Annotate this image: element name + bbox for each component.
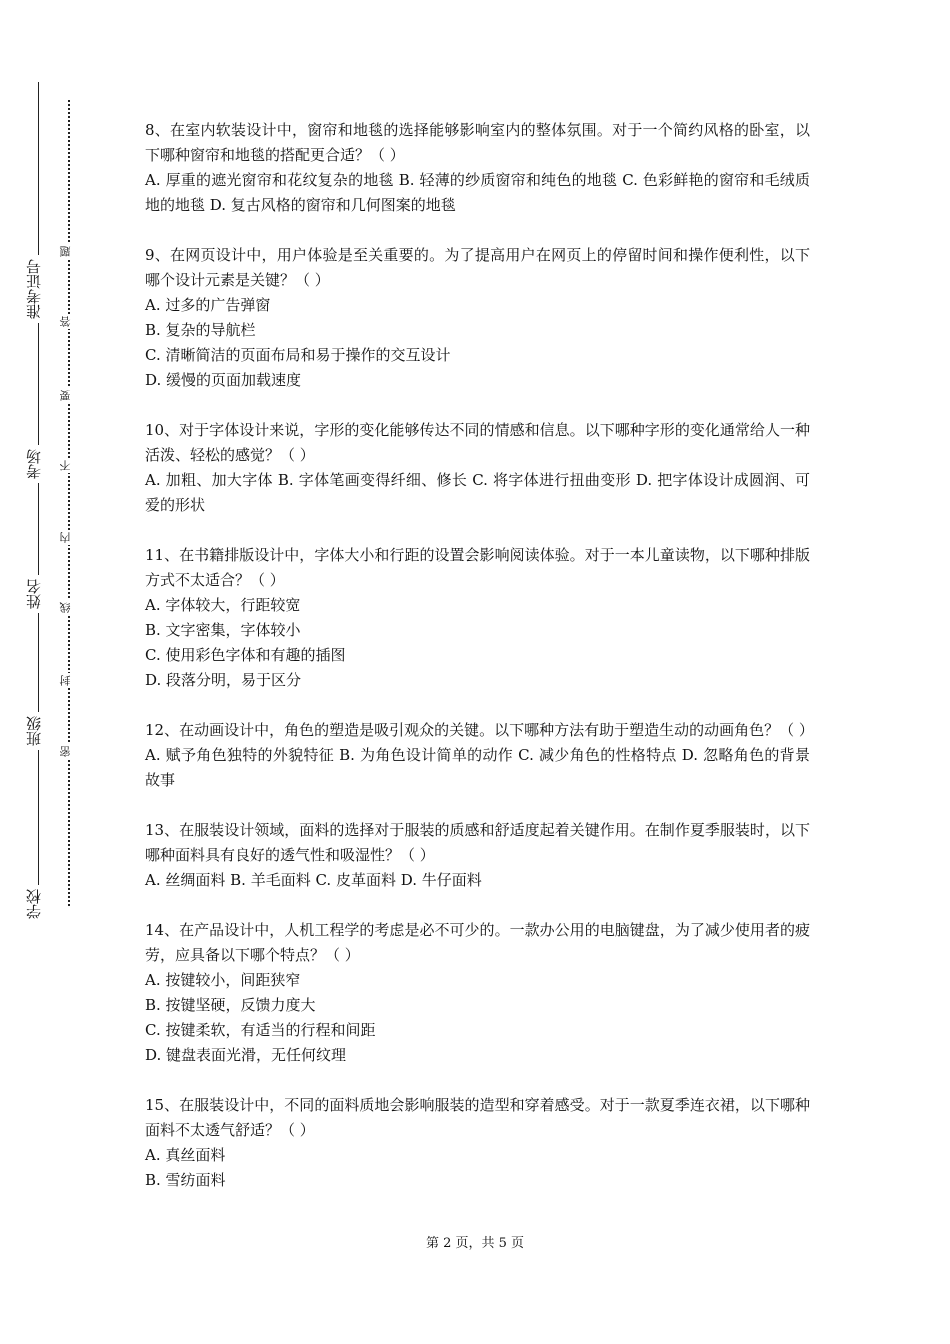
question-stem: 15、在服装设计中，不同的面料质地会影响服装的造型和穿着感受。对于一款夏季连衣裙，以下哪种面料不太透气舒适？（ ） bbox=[145, 1096, 810, 1139]
name-label: 姓名 bbox=[26, 575, 46, 613]
option-a: A. 真丝面料 bbox=[145, 1146, 226, 1164]
option-b: B. 按键坚硬，反馈力度大 bbox=[145, 996, 316, 1014]
question-stem: 9、在网页设计中，用户体验是至关重要的。为了提高用户在网页上的停留时间和操作便利性，以下哪个设计元素是关键？（ ） bbox=[145, 246, 810, 289]
question-9 bbox=[145, 243, 810, 393]
question-options: A. 丝绸面料 B. 羊毛面料 C. 皮革面料 D. 牛仔面料 bbox=[145, 871, 482, 889]
question-stem: 13、在服装设计领域，面料的选择对于服装的质感和舒适度起着关键作用。在制作夏季服装时，以下哪种面料具有良好的透气性和吸湿性？（ ） bbox=[145, 821, 810, 864]
seal-char: 内 bbox=[60, 530, 76, 545]
question-8 bbox=[145, 118, 810, 218]
seal-char: 封 bbox=[60, 673, 76, 688]
option-b: B. 文字密集，字体较小 bbox=[145, 621, 301, 639]
binding-line bbox=[38, 82, 39, 920]
question-13 bbox=[145, 818, 810, 893]
exam-room-label: 考场 bbox=[26, 445, 46, 483]
question-12 bbox=[145, 718, 814, 793]
option-b: B. 雪纺面料 bbox=[145, 1171, 226, 1189]
question-stem: 11、在书籍排版设计中，字体大小和行距的设置会影响阅读体验。对于一本儿童读物，以下哪种排版方式不太适合？（ ） bbox=[145, 546, 810, 589]
school-label: 学校 bbox=[26, 885, 46, 923]
seal-char: 不 bbox=[60, 458, 76, 473]
exam-number-label: 准考证号 bbox=[26, 255, 46, 323]
class-label: 班级 bbox=[26, 712, 46, 750]
option-c: C. 使用彩色字体和有趣的插图 bbox=[145, 646, 346, 664]
question-stem: 12、在动画设计中，角色的塑造是吸引观众的关键。以下哪种方法有助于塑造生动的动画角色？（ ） bbox=[145, 721, 814, 739]
question-14 bbox=[145, 918, 810, 1068]
seal-char: 要 bbox=[60, 388, 76, 403]
question-stem: 14、在产品设计中，人机工程学的考虑是必不可少的。一款办公用的电脑键盘，为了减少使用者的疲劳，应具备以下哪个特点？（ ） bbox=[145, 921, 810, 964]
option-c: C. 按键柔软，有适当的行程和间距 bbox=[145, 1021, 376, 1039]
option-c: C. 清晰简洁的页面布局和易于操作的交互设计 bbox=[145, 346, 451, 364]
option-d: D. 段落分明，易于区分 bbox=[145, 671, 302, 689]
question-options: A. 赋予角色独特的外貌特征 B. 为角色设计简单的动作 C. 减少角色的性格特点 D. 忽略角色的背景故事 bbox=[145, 746, 810, 789]
question-list bbox=[145, 118, 814, 1218]
page-footer: 第 2 页，共 5 页 bbox=[425, 1236, 525, 1251]
seal-char: 答 bbox=[60, 314, 76, 329]
seal-dotted-line bbox=[68, 100, 70, 906]
seal-char: 线 bbox=[60, 600, 76, 615]
option-a: A. 字体较大，行距较宽 bbox=[145, 596, 301, 614]
option-a: A. 过多的广告弹窗 bbox=[145, 296, 271, 314]
seal-char: 密 bbox=[60, 744, 76, 759]
question-15 bbox=[145, 1093, 810, 1193]
option-d: D. 键盘表面光滑，无任何纹理 bbox=[145, 1046, 347, 1064]
question-stem: 8、在室内软装设计中，窗帘和地毯的选择能够影响室内的整体氛围。对于一个简约风格的卧室，以下哪种窗帘和地毯的搭配更合适？（ ） bbox=[145, 121, 810, 164]
seal-char: 题 bbox=[60, 244, 76, 259]
question-10 bbox=[145, 418, 810, 518]
question-options: A. 厚重的遮光窗帘和花纹复杂的地毯 B. 轻薄的纱质窗帘和纯色的地毯 C. 色彩鲜艳的窗帘和毛绒质地的地毯 D. 复古风格的窗帘和几何图案的地毯 bbox=[145, 171, 810, 214]
question-stem: 10、对于字体设计来说，字形的变化能够传达不同的情感和信息。以下哪种字形的变化通常给人一种活泼、轻松的感觉？（ ） bbox=[145, 421, 810, 464]
question-options: A. 加粗、加大字体 B. 字体笔画变得纤细、修长 C. 将字体进行扭曲变形 D. 把字体设计成圆润、可爱的形状 bbox=[145, 471, 810, 514]
option-b: B. 复杂的导航栏 bbox=[145, 321, 256, 339]
option-a: A. 按键较小，间距狭窄 bbox=[145, 971, 301, 989]
question-11 bbox=[145, 543, 810, 693]
option-d: D. 缓慢的页面加载速度 bbox=[145, 371, 302, 389]
